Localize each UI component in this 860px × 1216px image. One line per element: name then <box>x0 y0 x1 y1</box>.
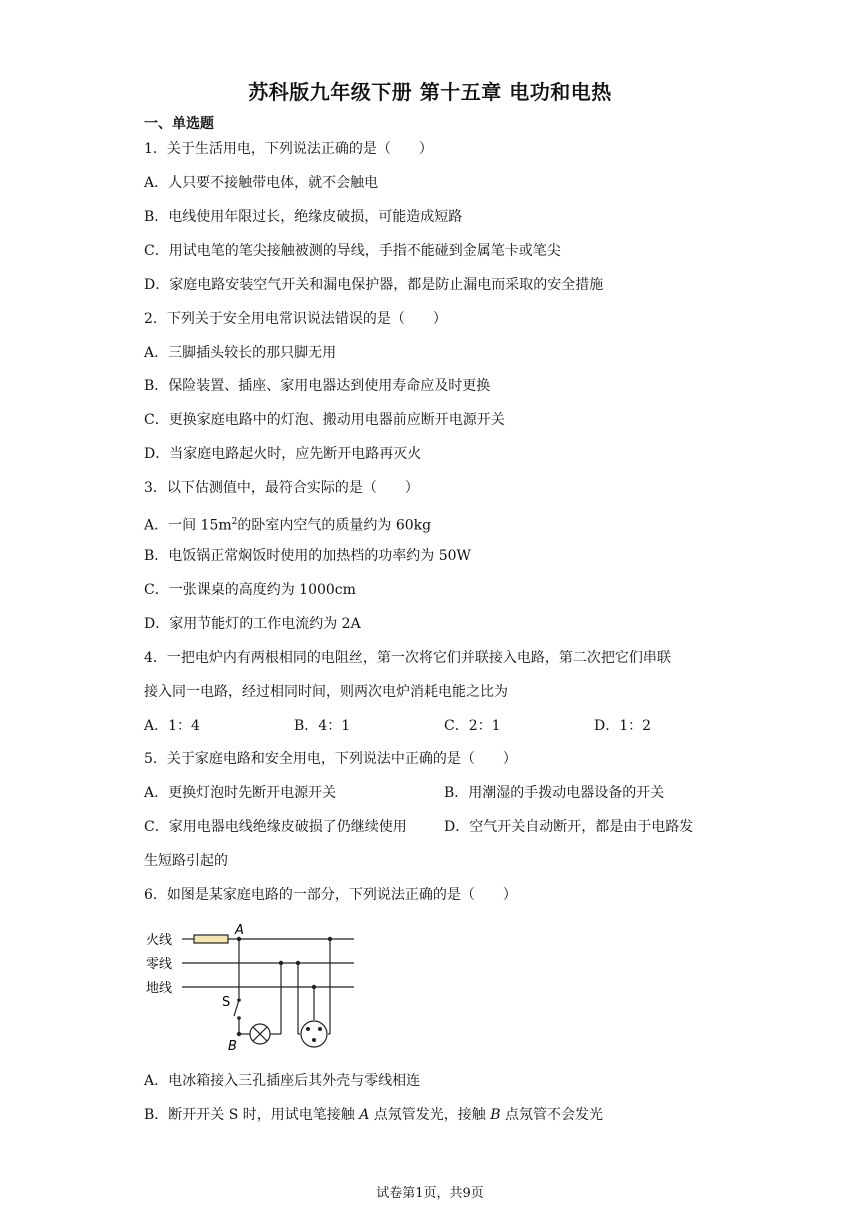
q6-b-point-b: B <box>490 1107 501 1123</box>
question-2-stem: 2．下列关于安全用电常识说法错误的是（ ） <box>144 311 447 327</box>
neutral-wire-label: 零线 <box>146 957 173 972</box>
question-5-option-d-continued: 生短路引起的 <box>144 853 228 869</box>
question-6-option-b <box>144 1105 603 1125</box>
question-5-option-c: C．家用电器电线绝缘皮破损了仍继续使用 <box>144 819 407 835</box>
question-2-option-b: B．保险装置、插座、家用电器达到使用寿命应及时更换 <box>144 378 491 394</box>
question-4-option-b: B．4：1 <box>294 718 351 734</box>
question-4-stem-line-1: 4．一把电炉内有两根相同的电阻丝，第一次将它们并联接入电路，第二次把它们串联 <box>144 650 671 666</box>
point-b-label: B <box>228 1039 237 1054</box>
q6-b-point-a: A <box>359 1107 370 1123</box>
question-2-option-a: A．三脚插头较长的那只脚无用 <box>144 345 337 361</box>
circuit-diagram <box>140 920 360 1055</box>
question-3-option-d: D．家用节能灯的工作电流约为 2A <box>144 616 361 632</box>
q3-a-superscript: 2 <box>231 517 238 527</box>
question-3-option-a <box>144 512 431 536</box>
junction-socket-neutral <box>296 961 300 965</box>
point-a-label: A <box>235 923 244 938</box>
socket-icon <box>301 1021 327 1047</box>
question-3-option-c: C．一张课桌的高度约为 1000cm <box>144 582 356 598</box>
question-4-option-a: A．1：4 <box>144 718 200 734</box>
question-5-option-a: A．更换灯泡时先断开电源开关 <box>144 785 337 801</box>
question-6-option-a: A．电冰箱接入三孔插座后其外壳与零线相连 <box>144 1073 421 1089</box>
junction-socket-ground <box>312 985 316 989</box>
section-heading: 一、单选题 <box>144 116 214 132</box>
question-3-option-b: B．电饭锅正常焖饭时使用的加热档的功率约为 50W <box>144 548 471 564</box>
junction-b <box>237 1032 241 1036</box>
question-2-option-d: D．当家庭电路起火时，应先断开电路再灭火 <box>144 446 422 462</box>
switch-contact-bottom <box>237 1016 241 1020</box>
question-6-stem: 6．如图是某家庭电路的一部分，下列说法正确的是（ ） <box>144 887 517 903</box>
switch-s-label: S <box>222 995 231 1010</box>
ground-wire-label: 地线 <box>146 981 173 996</box>
q6-b-text-pre: B．断开开关 S 时，用试电笔接触 <box>144 1107 360 1123</box>
live-wire-label: 火线 <box>146 933 173 948</box>
question-5-stem: 5．关于家庭电路和安全用电，下列说法中正确的是（ ） <box>144 751 517 767</box>
question-4-option-c: C．2：1 <box>444 718 501 734</box>
fuse <box>194 935 228 943</box>
question-4-stem-line-2: 接入同一电路，经过相同时间，则两次电炉消耗电能之比为 <box>144 684 508 700</box>
question-5-option-b: B．用潮湿的手拨动电器设备的开关 <box>444 785 665 801</box>
q6-b-text-post: 点氖管不会发光 <box>500 1107 604 1123</box>
socket-hole-left <box>306 1027 310 1031</box>
question-3-stem: 3．以下估测值中，最符合实际的是（ ） <box>144 480 419 496</box>
question-4-option-d: D．1：2 <box>594 718 652 734</box>
junction-socket-live <box>328 937 332 941</box>
socket-hole-right <box>318 1027 322 1031</box>
question-1-stem: 1．关于生活用电，下列说法正确的是（ ） <box>144 141 433 157</box>
q3-a-text-pre: A．一间 15m <box>144 517 232 534</box>
question-1-option-b: B．电线使用年限过长，绝缘皮破损，可能造成短路 <box>144 209 463 225</box>
q3-a-text-post: 的卧室内空气的质量约为 60kg <box>237 517 432 534</box>
q6-b-text-mid: 点氖管发光，接触 <box>369 1107 491 1123</box>
junction-lamp-neutral <box>279 961 283 965</box>
question-1-option-c: C．用试电笔的笔尖接触被测的导线，手指不能碰到金属笔卡或笔尖 <box>144 243 561 259</box>
question-1-option-a: A．人只要不接触带电体，就不会触电 <box>144 175 379 191</box>
page-footer: 试卷第1页，共9页 <box>376 1186 484 1201</box>
switch-contact-top <box>237 998 241 1002</box>
question-5-option-d: D．空气开关自动断开，都是由于电路发 <box>444 819 694 835</box>
socket-hole-bottom <box>312 1038 316 1042</box>
question-1-option-d: D．家庭电路安装空气开关和漏电保护器，都是防止漏电而采取的安全措施 <box>144 277 604 293</box>
question-2-option-c: C．更换家庭电路中的灯泡、搬动用电器前应断开电源开关 <box>144 412 505 428</box>
page-title: 苏科版九年级下册 第十五章 电功和电热 <box>248 80 612 104</box>
switch-s <box>234 1000 239 1016</box>
